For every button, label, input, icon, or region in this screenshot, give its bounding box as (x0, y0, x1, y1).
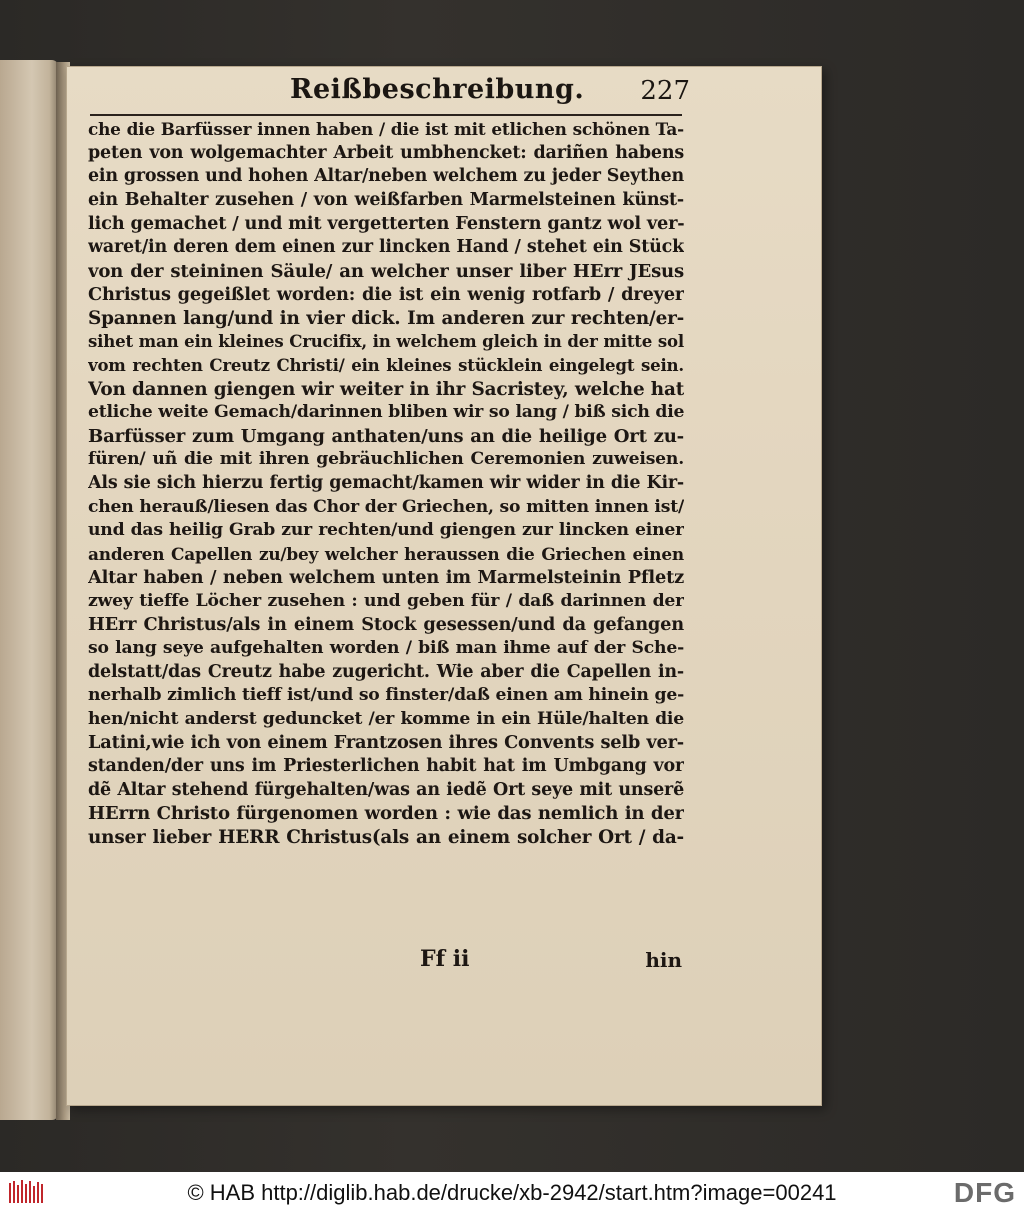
page-header (90, 74, 690, 114)
text-line: hen/nicht anderst geduncket /er komme in ein Hüle/halten die (88, 708, 684, 729)
text-line: che die Barfüsser innen haben / die ist mit etlichen schönen Ta- (88, 119, 684, 139)
text-line: standen/der uns im Priesterlichen habit hat im Umbgang vor (88, 756, 684, 777)
body-text (88, 118, 684, 849)
text-line: so lang seye aufgehalten worden / biß man ihme auf der Sche- (88, 638, 684, 659)
text-line: HErr Christus/als in einem Stock gesessen/und da gefangen (88, 614, 684, 636)
facing-page-bleed-text (2, 180, 32, 980)
text-line: HErrn Christo fürgenomen worden : wie das nemlich in der (88, 803, 684, 825)
text-line: von der steininen Säule/ an welcher unser liber HErr JEsus (88, 260, 684, 282)
text-line: zwey tieffe Löcher zusehen : und geben für / daß darinnen der (88, 590, 684, 611)
text-line: Latini,wie ich von einem Frantzosen ihres Convents selb ver- (88, 732, 684, 754)
facing-page-edge (0, 60, 58, 1120)
copyright-link[interactable]: © HAB http://diglib.hab.de/drucke/xb-2942/start.htm?image=00241 (187, 1180, 837, 1205)
text-line: vom rechten Creutz Christi/ ein kleines stücklein eingelegt sein. (88, 354, 684, 375)
text-line: anderen Capellen zu/bey welcher heraussen die Griechen einen (88, 543, 684, 564)
text-line: unser lieber HERR Christus(als an einem solcher Ort / da- (88, 826, 684, 848)
signature-mark: Ff ii (420, 946, 470, 972)
catchword: hin (645, 948, 682, 972)
header-rule (90, 114, 682, 116)
text-line: Spannen lang/und in vier dick. Im anderen zur rechten/er- (88, 307, 684, 329)
text-line: Von dannen giengen wir weiter in ihr Sacristey, welche hat (88, 378, 684, 400)
text-line: Altar haben / neben welchem unten im Marmelsteinin Pfletz (88, 567, 684, 589)
page-number: 227 (640, 76, 690, 106)
text-line: lich gemachet / und mit vergetterten Fenstern gantz wol ver- (88, 213, 684, 235)
text-line: und das heilig Grab zur rechten/und giengen zur lincken einer (88, 520, 684, 541)
text-line: ein grossen und hohen Altar/neben welchem zu jeder Seythen (88, 166, 684, 187)
dfg-logo[interactable]: DFG (953, 1177, 1016, 1208)
text-line: Als sie sich hierzu fertig gemacht/kamen wir wider in die Kir- (88, 472, 684, 493)
running-title: Reißbeschreibung. (290, 74, 585, 105)
text-line: füren/ uñ die mit ihren gebräuchlichen Ceremonien zuweisen. (88, 449, 684, 470)
text-line: waret/in deren dem einen zur lincken Hand / stehet ein Stück (88, 236, 684, 257)
text-line: ein Behalter zusehen / von weißfarben Marmelsteinen künst- (88, 189, 684, 210)
text-line: dẽ Altar stehend fürgehalten/was an iedẽ Ort seye mit unserẽ (88, 779, 684, 800)
text-line: delstatt/das Creutz habe zugericht. Wie aber die Capellen in- (88, 661, 684, 682)
text-line: sihet man ein kleines Crucifix, in welchem gleich in der mitte sol (88, 331, 684, 352)
text-line: nerhalb zimlich tieff ist/und so finster/daß einen am hinein ge- (88, 685, 684, 706)
text-line: chen herauß/liesen das Chor der Griechen, so mitten innen ist/ (88, 496, 684, 517)
text-line: peten von wolgemachter Arbeit umbhencket: dariñen habens (88, 142, 684, 163)
footer-bar (0, 1172, 1024, 1212)
text-line: etliche weite Gemach/darinnen bliben wir so lang / biß sich die (88, 402, 684, 423)
text-line: Barfüsser zum Umgang anthaten/uns an die heilige Ort zu- (88, 425, 684, 447)
text-line: Christus gegeißlet worden: die ist ein wenig rotfarb / dreyer (88, 284, 684, 306)
